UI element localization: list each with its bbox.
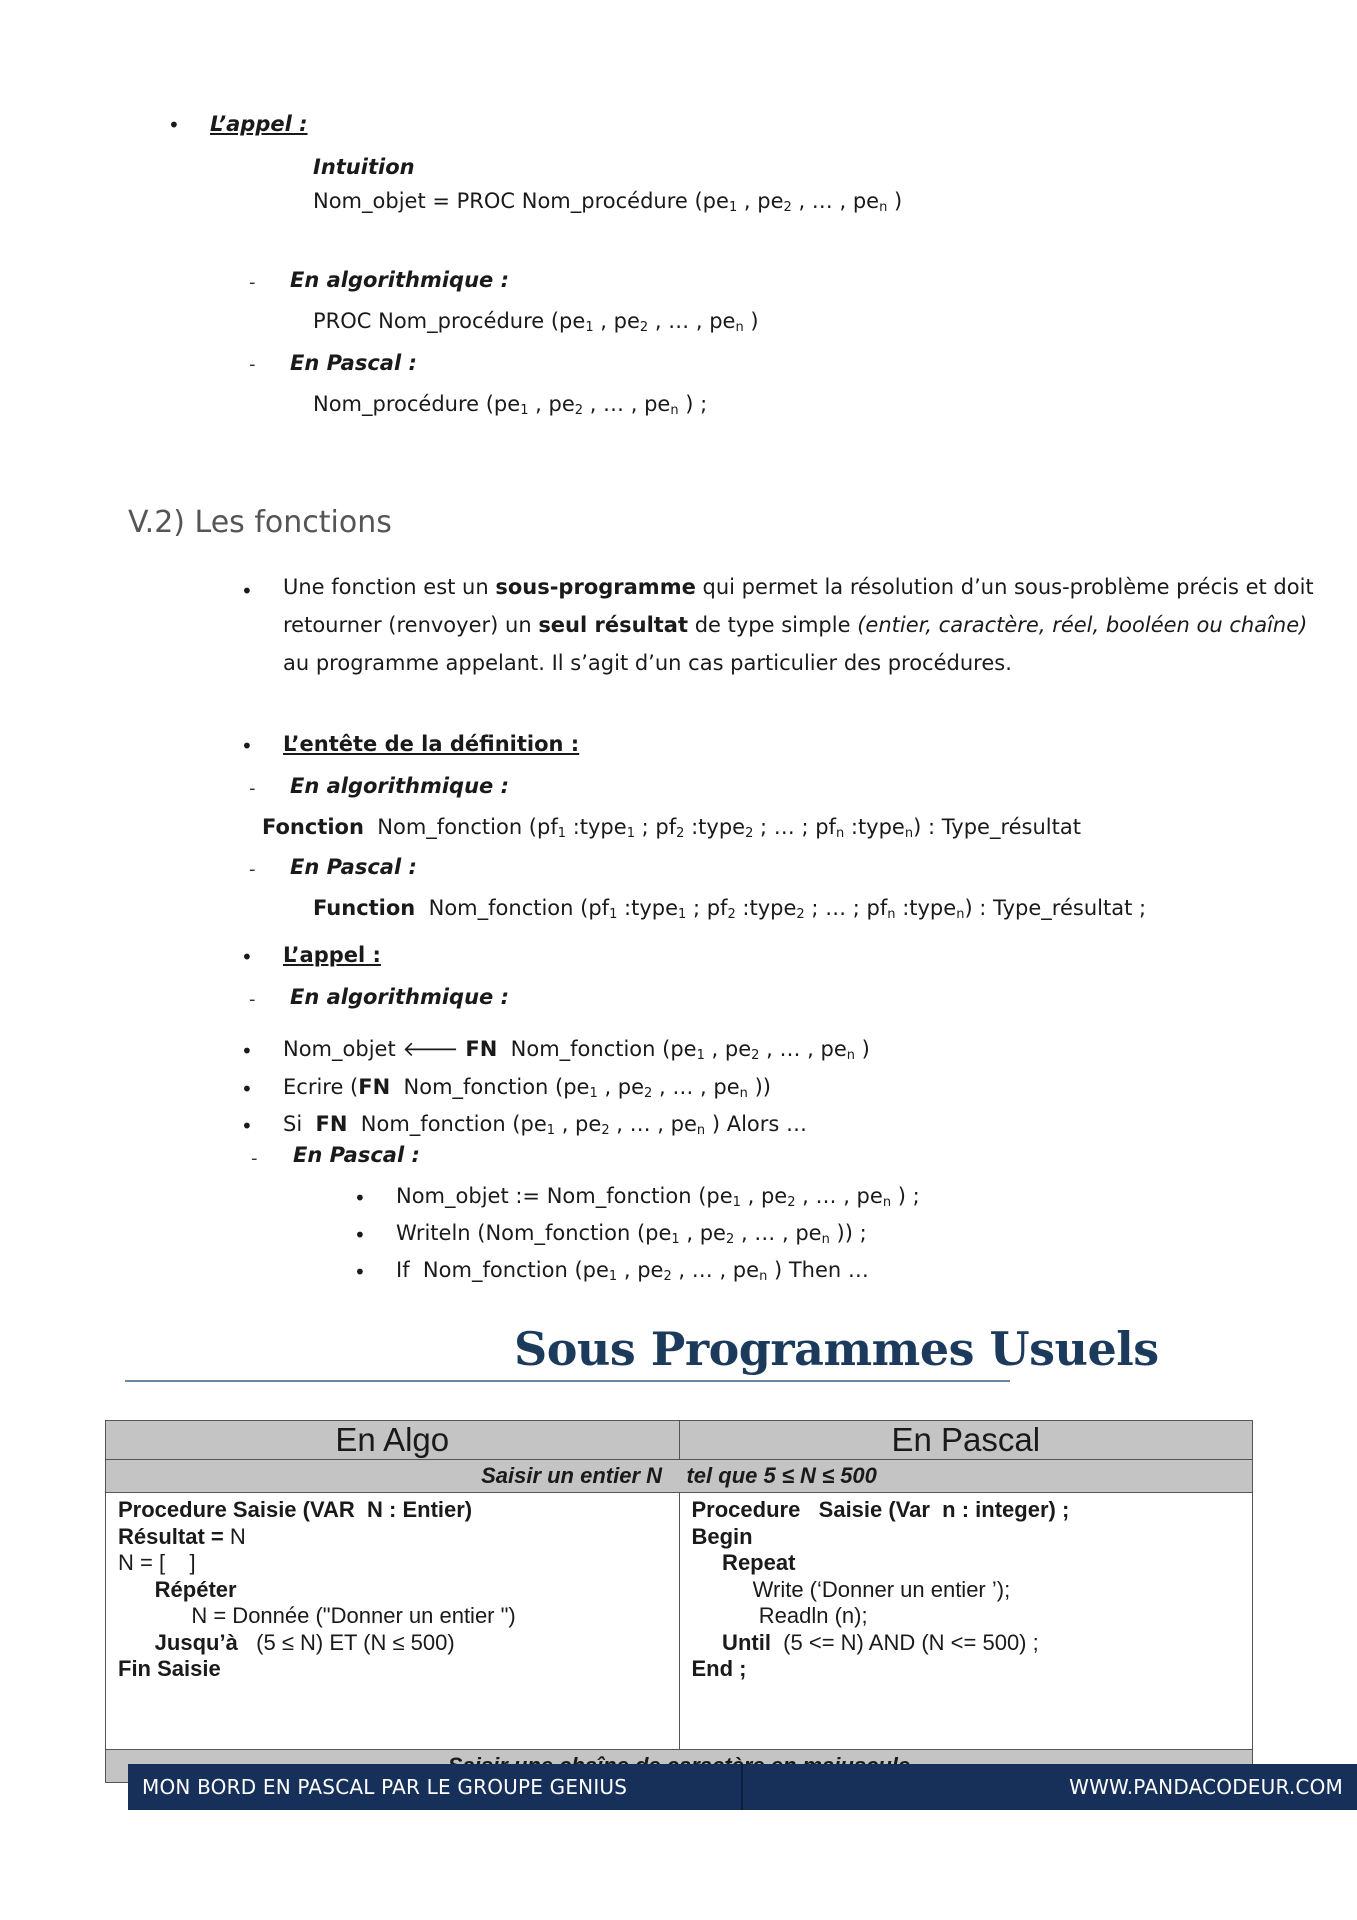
appel2-pascal-item: Nom_objet := Nom_fonction ($pe_1$ , $pe_2$ , … , $pe_n$ ) ; — [396, 1184, 920, 1210]
code-line: End ; — [691, 1656, 747, 1681]
definition-paragraph: Une fonction est un sous-programme qui permet la résolution d’un sous-problème précis et doit retourner (renvoyer) un seul résultat de type simple (entier, caractère, réel, booléen ou chaîne) au programme appelant. Il s’agit d’un cas particulier des procédures. — [283, 575, 1314, 675]
bullet — [241, 734, 253, 758]
dash: - — [249, 989, 256, 1010]
code-line: N = [ ] — [118, 1550, 196, 1575]
bullet — [241, 1077, 253, 1101]
code-line: Readln (n); — [691, 1603, 868, 1628]
usuels-title: Sous Programmes Usuels — [514, 1322, 1159, 1376]
appel2-pascal-item: If Nom_fonction ($pe_1$ , $pe_2$ , … , $pe_n$ ) Then … — [396, 1258, 869, 1284]
algo-code-cell — [106, 1493, 680, 1750]
bullet — [354, 1186, 366, 1210]
pascal-label: En Pascal : — [290, 351, 417, 375]
entete-pascal-line: Function Nom_fonction ($pf_1$ :type$_1$ ; $pf_2$ :type$_2$ ; … ; $pf_n$ :type$_n$) : Type_résultat ; — [313, 896, 1147, 922]
title-rule — [125, 1380, 1010, 1382]
appel2-heading: L’appel : — [283, 943, 381, 967]
entete-algo-label: En algorithmique : — [290, 774, 509, 798]
appel2-pascal-label: En Pascal : — [293, 1143, 420, 1167]
code-line: Until (5 <= N) AND (N <= 500) ; — [691, 1629, 1039, 1655]
entete-algo-line: Fonction Nom_fonction ($pf_1$ :type$_1$ ; $pf_2$ :type$_2$ ; … ; $pf_n$ :type$_n$) : Type_résultat — [262, 815, 1081, 841]
intuition-code: Nom_objet = PROC Nom_procédure ($pe_1$ , $pe_2$ , … , $pe_n$ ) — [313, 189, 903, 215]
pascal-code: Nom_procédure ($pe_1$ , $pe_2$ , … , $pe_n$ ) ; — [313, 392, 708, 418]
code-line: Répéter — [118, 1576, 237, 1602]
appel2-algo-item: Ecrire (FN Nom_fonction ($pe_1$ , $pe_2$ , … , $pe_n$ )) — [283, 1075, 771, 1101]
dash: - — [249, 859, 256, 880]
algo-label: En algorithmique : — [290, 268, 509, 292]
appel-heading: L’appel : — [210, 112, 308, 136]
bullet — [241, 1039, 253, 1063]
algo-code: PROC Nom_procédure ($pe_1$ , $pe_2$ , … , $pe_n$ ) — [313, 309, 759, 335]
section-heading: V.2) Les fonctions — [128, 505, 392, 540]
row1-title: Saisir un entier N tel que 5 ≤ N ≤ 500 — [106, 1460, 1253, 1493]
footer-separator — [741, 1764, 743, 1810]
dash: - — [249, 778, 256, 799]
col-pascal-header: En Pascal — [679, 1421, 1253, 1460]
appel2-algo-item: Si FN Nom_fonction ($pe_1$ , $pe_2$ , … , $pe_n$ ) Alors … — [283, 1112, 807, 1138]
footer-left: MON BORD EN PASCAL PAR LE GROUPE GENIUS — [142, 1775, 628, 1799]
dash: - — [249, 354, 256, 375]
dash: - — [251, 1148, 258, 1169]
code-line: Jusqu’à (5 ≤ N) ET (N ≤ 500) — [118, 1629, 455, 1655]
code-line: Repeat — [691, 1550, 796, 1575]
bullet — [354, 1223, 366, 1247]
appel2-algo-label: En algorithmique : — [290, 985, 509, 1009]
code-line: Fin Saisie — [118, 1656, 221, 1681]
bullet — [241, 945, 253, 969]
footer-link[interactable]: WWW.PANDACODEUR.COM — [1069, 1775, 1343, 1799]
code-line: Procedure Saisie (VAR N : Entier) — [118, 1497, 473, 1522]
code-line: Résultat = N — [118, 1523, 246, 1549]
pascal-code-cell — [679, 1493, 1253, 1750]
col-algo-header: En Algo — [106, 1421, 680, 1460]
usuels-table — [105, 1420, 1253, 1783]
code-line: Write (‘Donner un entier ’); — [691, 1576, 1011, 1602]
code-line: N = Donnée ("Donner un entier ") — [118, 1603, 516, 1628]
code-line: Procedure Saisie (Var n : integer) ; — [691, 1497, 1070, 1522]
footer-bar — [128, 1764, 1357, 1810]
bullet — [241, 579, 253, 603]
appel2-algo-item: Nom_objet 🡐 FN Nom_fonction ($pe_1$ , $pe_2$ , … , $pe_n$ ) — [283, 1037, 870, 1063]
bullet — [354, 1260, 366, 1284]
bullet — [241, 1114, 253, 1138]
bullet — [168, 113, 180, 137]
entete-pascal-label: En Pascal : — [290, 855, 417, 879]
code-line: Begin — [691, 1523, 753, 1549]
appel2-pascal-item: Writeln (Nom_fonction ($pe_1$ , $pe_2$ , … , $pe_n$ )) ; — [396, 1221, 867, 1247]
intuition-label: Intuition — [313, 155, 415, 179]
dash: - — [249, 272, 256, 293]
entete-heading: L’entête de la définition : — [283, 732, 580, 756]
